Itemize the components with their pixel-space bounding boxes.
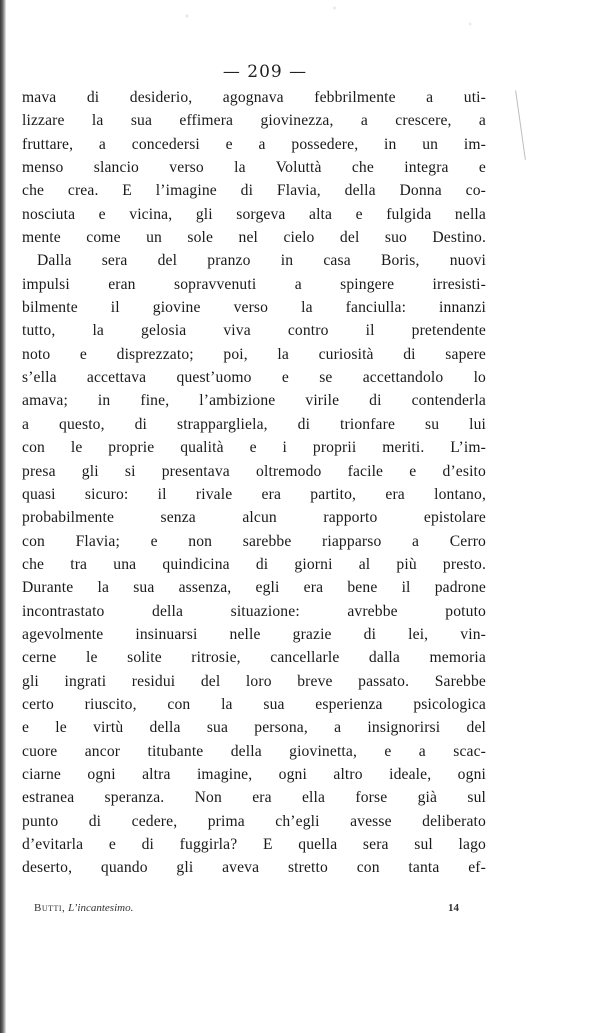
margin-mark: [515, 90, 528, 160]
text-line: fruttare, a concedersi e a possedere, in un im-: [22, 135, 486, 153]
text-line: deserto, quando gli aveva stretto con tanta ef-: [22, 859, 486, 877]
text-line: mava di desiderio, agognava febbrilmente a uti-: [22, 89, 486, 106]
body-text: [22, 86, 486, 880]
text-line: cuore ancor titubante della giovinetta, e a scac-: [22, 742, 486, 760]
text-line: quasi sicuro: il rivale era partito, era lontano,: [22, 485, 486, 503]
text-line: Durante la sua assenza, egli era bene il padrone: [22, 579, 486, 597]
footer-author: Butti,: [34, 902, 66, 914]
text-line: Dalla sera del pranzo in casa Boris, nuovi: [37, 252, 486, 270]
text-line: nosciuta e vicina, gli sorgeva alta e fulgida nella: [22, 205, 486, 223]
text-line: certo riuscito, con la sua esperienza psicologica: [22, 695, 486, 713]
text-line: cerne le solite ritrosie, cancellarle dalla memoria: [22, 649, 486, 667]
text-line: che tra una quindicina di giorni al più presto.: [22, 555, 486, 573]
text-line: estranea speranza. Non era ella forse già sul: [22, 789, 486, 807]
text-line: a questo, di strappargliela, di trionfare su lui: [22, 415, 486, 433]
paper-specks: [10, 0, 600, 40]
text-line: punto di cedere, prima ch’egli avesse deliberato: [22, 812, 486, 830]
text-line: ciarne ogni altra imagine, ogni altro ideale, ogni: [22, 765, 486, 783]
page-binding-shadow: [0, 0, 6, 1033]
text-line: bilmente il giovine verso la fanciulla: innanzi: [22, 299, 486, 317]
text-line: lizzare la sua effimera giovinezza, a crescere, a: [22, 112, 486, 130]
text-line: e le virtù della sua persona, a insignorirsi del: [22, 719, 486, 737]
text-line: d’evitarla e di fuggirla? E quella sera sul lago: [22, 836, 486, 853]
text-line: menso slancio verso la Voluttà che integra e: [22, 159, 486, 177]
footer-book-title: L’incantesimo.: [68, 902, 134, 914]
text-line: amava; in fine, l’ambizione virile di contenderla: [22, 392, 486, 410]
page-number-header: — 209 —: [222, 62, 308, 82]
text-line: tutto, la gelosia viva contro il pretendente: [22, 322, 486, 340]
text-line: mente come un sole nel cielo del suo Destino.: [22, 229, 486, 247]
text-line: impulsi eran sopravvenuti a spingere irresisti-: [22, 275, 486, 293]
text-line: presa gli si presentava oltremodo facile e d’esito: [22, 462, 486, 480]
text-line: con le proprie qualità e i proprii meriti. L’im-: [22, 439, 486, 457]
text-line: con Flavia; e non sarebbe riapparso a Cerro: [22, 532, 486, 550]
text-line: s’ella accettava quest’uomo e se accettandolo lo: [22, 369, 486, 387]
text-line: che crea. E l’imagine di Flavia, della Donna co-: [22, 182, 486, 200]
text-line: noto e disprezzato; poi, la curiosità di sapere: [22, 345, 486, 363]
page-footer: [34, 902, 459, 914]
text-line: gli ingrati residui del loro breve passato. Sarebbe: [22, 672, 486, 690]
text-line: probabilmente senza alcun rapporto epistolare: [22, 509, 486, 527]
footer-signature-mark: 14: [448, 902, 459, 914]
text-line: agevolmente insinuarsi nelle grazie di lei, vin-: [22, 625, 486, 643]
text-line: incontrastato della situazione: avrebbe potuto: [22, 602, 486, 620]
